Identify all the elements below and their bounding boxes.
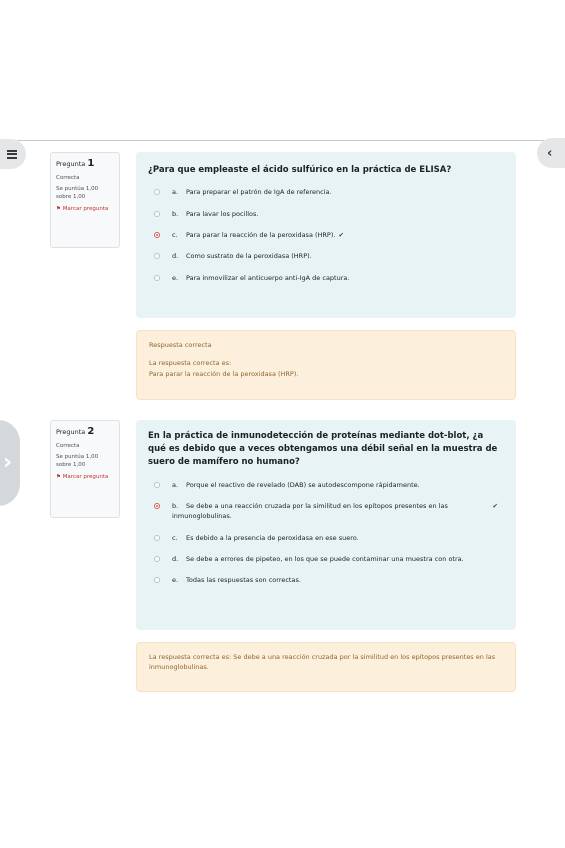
radio-button[interactable]	[154, 253, 160, 259]
answer-options	[148, 480, 504, 586]
question-state: Correcta	[56, 442, 80, 449]
option-letter: b.	[172, 209, 179, 218]
question-label: Pregunta	[56, 160, 86, 168]
course-index-toggle[interactable]	[0, 139, 26, 169]
option-text: Para inmovilizar el anticuerpo anti-IgA de captura.	[186, 273, 350, 282]
option-letter: b.	[172, 501, 179, 510]
radio-button[interactable]	[154, 556, 160, 562]
answer-option-a[interactable]	[148, 480, 504, 490]
option-letter: e.	[172, 273, 179, 282]
option-text: Para preparar el patrón de IgA de referencia.	[186, 188, 332, 197]
option-text: Para parar la reacción de la peroxidasa (HRP).	[186, 230, 336, 239]
question-2-formulation	[136, 420, 516, 630]
block-drawer-toggle[interactable]	[537, 138, 565, 168]
option-letter: c.	[172, 533, 178, 542]
right-answer-label: La respuesta correcta es:	[149, 359, 232, 368]
right-answer: Para parar la reacción de la peroxidasa (HRP).	[149, 369, 299, 378]
question-text: ¿Para que empleaste el ácido sulfúrico en la práctica de ELISA?	[148, 165, 452, 175]
option-text: Para lavar los pocillos.	[186, 209, 259, 218]
question-text: En la práctica de inmunodetección de proteínas mediante dot-blot, ¿a qué es debido que a veces obtengamos una débil señal en la muestra de suero de mamífero no humano?	[148, 431, 498, 468]
answer-option-a[interactable]	[148, 187, 504, 197]
question-grade: Se puntúa 1,00 sobre 1,00	[56, 454, 99, 469]
answer-option-b[interactable]	[148, 501, 504, 522]
radio-button-selected[interactable]	[154, 503, 160, 509]
question-state: Correcta	[56, 174, 80, 181]
hamburger-icon	[7, 148, 17, 160]
question-2-info	[50, 420, 120, 518]
radio-button[interactable]	[154, 275, 160, 281]
flag-icon: ⚑	[56, 206, 61, 213]
page-top-divider	[0, 140, 565, 141]
question-number	[56, 425, 114, 440]
answer-option-c[interactable]	[148, 230, 504, 240]
question-number	[56, 157, 114, 172]
radio-button[interactable]	[154, 535, 160, 541]
option-letter: c.	[172, 230, 178, 239]
question-1-feedback	[136, 330, 516, 400]
flag-label: Marcar pregunta	[62, 206, 109, 213]
answer-option-e[interactable]	[148, 273, 504, 283]
next-page-tab[interactable]	[0, 420, 20, 506]
flag-label: Marcar pregunta	[62, 474, 109, 481]
chevron-right-icon: ›	[3, 450, 13, 475]
question-2-feedback	[136, 642, 516, 692]
radio-button[interactable]	[154, 189, 160, 195]
answer-option-c[interactable]	[148, 533, 504, 543]
option-letter: d.	[172, 252, 179, 261]
option-text: Se debe a errores de pipeteo, en los que se puede contaminar una muestra con otra.	[186, 555, 464, 564]
question-number-value: 2	[87, 426, 95, 437]
option-letter: d.	[172, 555, 179, 564]
option-letter: a.	[172, 480, 179, 489]
option-letter: e.	[172, 576, 179, 585]
answer-option-d[interactable]	[148, 554, 504, 564]
question-1-info	[50, 152, 120, 248]
option-text: Es debido a la presencia de peroxidasa en ese suero.	[186, 533, 359, 542]
check-icon: ✔	[492, 501, 498, 510]
option-text: Porque el reactivo de revelado (DAB) se autodescompone rápidamente.	[186, 480, 420, 489]
radio-button[interactable]	[154, 482, 160, 488]
radio-button[interactable]	[154, 211, 160, 217]
right-answer: La respuesta correcta es: Se debe a una reacción cruzada por la similitud en los epítopos presentes en las inmunoglobulinas.	[149, 653, 496, 672]
option-text: Se debe a una reacción cruzada por la similitud en los epítopos presentes en las inmunoglobulinas.	[172, 501, 448, 521]
option-text: Como sustrato de la peroxidasa (HRP).	[186, 252, 312, 261]
question-1-formulation	[136, 152, 516, 318]
chevron-left-icon: ‹	[547, 145, 553, 161]
flag-icon: ⚑	[56, 474, 61, 481]
option-letter: a.	[172, 188, 179, 197]
question-grade: Se puntúa 1,00 sobre 1,00	[56, 186, 99, 201]
feedback-status: Respuesta correcta	[149, 341, 212, 349]
option-text: Todas las respuestas son correctas.	[186, 576, 301, 585]
question-label: Pregunta	[56, 428, 86, 436]
question-number-value: 1	[87, 158, 95, 169]
flag-question-link[interactable]	[56, 474, 114, 482]
check-icon: ✔	[338, 230, 344, 239]
radio-button-selected[interactable]	[154, 232, 160, 238]
flag-question-link[interactable]	[56, 206, 114, 214]
answer-option-d[interactable]	[148, 251, 504, 261]
answer-options	[148, 187, 504, 283]
answer-option-e[interactable]	[148, 575, 504, 585]
radio-button[interactable]	[154, 577, 160, 583]
answer-option-b[interactable]	[148, 209, 504, 219]
